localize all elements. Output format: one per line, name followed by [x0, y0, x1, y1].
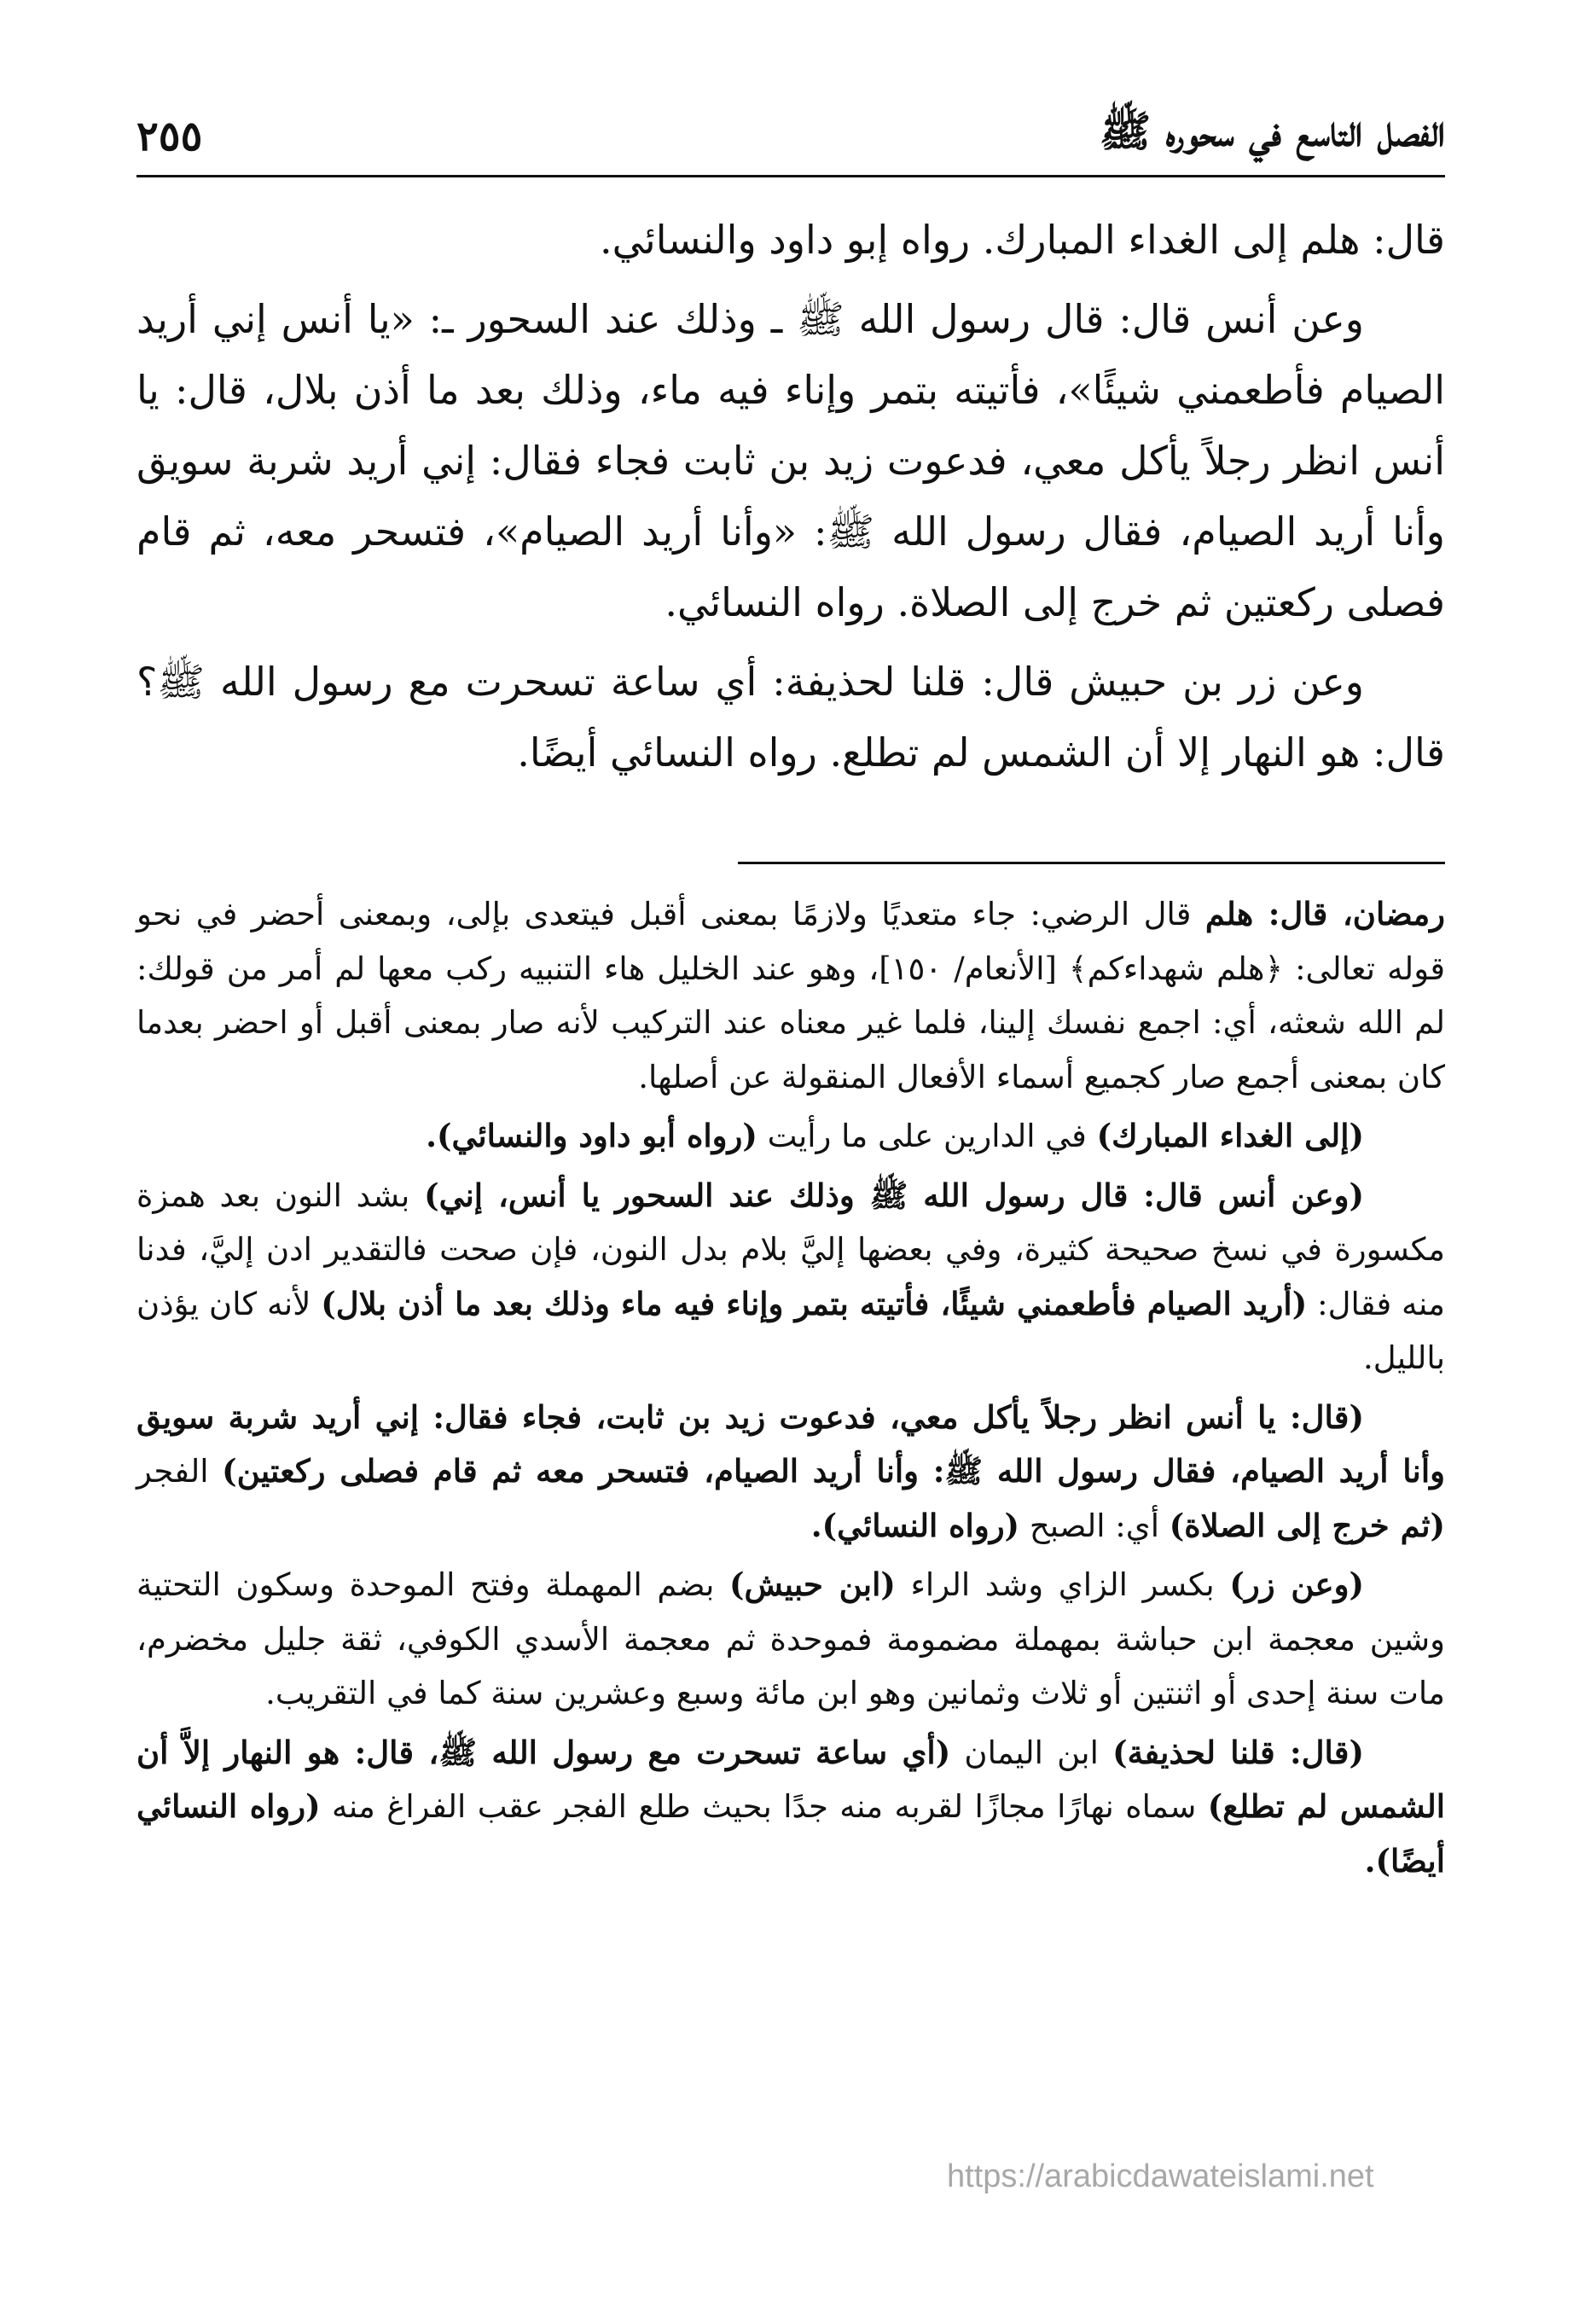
- note-4-text-2: أي: الصبح: [1019, 1507, 1170, 1544]
- note-5-text-2: بضم المهملة وفتح الموحدة وسكون التحتية وشين معجمة ابن حباشة بمهملة مضمومة فموحدة ثم معجمة الأسدي الكوفي، ثقة جليل مخضرم، مات سنة إحدى أو اثنتين أو ثلاث وثمانين وهو ابن مائة وسبع وعشرين سنة كما في التقريب.: [136, 1566, 1445, 1711]
- note-4-lemma-3: (رواه النسائي).: [810, 1506, 1020, 1544]
- note-3-lemma: (وعن أنس قال: قال رسول الله ﷺ وذلك عند السحور يا أنس، إني): [424, 1176, 1364, 1214]
- note-6-lemma-2: (أي ساعة تسحرت مع رسول الله ﷺ، قال: هو النهار إلاَّ أن الشمس لم تطلع): [136, 1733, 1445, 1825]
- footnote-divider: [738, 862, 1445, 864]
- note-5-lemma-2: (ابن حبيش): [729, 1566, 896, 1603]
- main-paragraph-1: قال: هلم إلى الغداء المبارك. رواه إبو داود والنسائي.: [599, 217, 1445, 263]
- chapter-title: الفصل التاسع في سحوره ﷺ: [1099, 106, 1445, 156]
- note-3-text-2: لأنه كان يؤذن بالليل.: [136, 1285, 1445, 1376]
- note-6-lemma-3: (رواه النسائي أيضًا).: [136, 1787, 1445, 1880]
- note-6-text: ابن اليمان: [950, 1734, 1113, 1771]
- header-divider: [136, 175, 1445, 177]
- main-paragraph-2: وعن أنس قال: قال رسول الله ﷺ ـ وذلك عند السحور ـ: «يا أنس إني أريد الصيام فأطعمني شيئًا»، فأتيته بتمر وإناء فيه ماء، وذلك بعد ما أذن بلال، قال: يا أنس انظر رجلاً يأكل معي، فدعوت زيد بن ثابت فجاء فقال: إني أريد شربة سويق وأنا أريد الصيام، فقال رسول الله ﷺ: «وأنا أريد الصيام»، فتسحر معه، ثم قام فصلى ركعتين ثم خرج إلى الصلاة. رواه النسائي.: [136, 296, 1445, 625]
- note-4-lemma: (قال: يا أنس انظر رجلاً يأكل معي، فدعوت زيد بن ثابت، فجاء فقال: إني أريد شربة سويق وأنا أريد الصيام، فقال رسول الله ﷺ: وأنا أريد الصيام، فتسحر معه ثم قام فصلى ركعتين): [136, 1397, 1445, 1490]
- note-3: [136, 1169, 1445, 1386]
- note-1: [136, 887, 1445, 1104]
- note-6-lemma: (قال: قلنا لحذيفة): [1112, 1733, 1364, 1771]
- page-header: [136, 102, 1445, 171]
- note-5: [136, 1558, 1445, 1721]
- page-number: ٢٥٥: [136, 113, 203, 160]
- note-6: [136, 1726, 1445, 1889]
- note-4-text: الفجر: [136, 1453, 223, 1490]
- note-4: [136, 1391, 1445, 1554]
- note-1-lemma: رمضان، قال: هلم: [1204, 895, 1446, 933]
- note-6-text-2: سماه نهارًا مجازًا لقربه منه جدًا بحيث طلع الفجر عقب الفراغ منه: [320, 1788, 1208, 1825]
- note-5-text: بكسر الزاي وشد الراء: [895, 1566, 1230, 1603]
- note-1-text: قال الرضي: جاء متعديًا ولازمًا بمعنى أقبل فيتعدى بإلى، وبمعنى أحضر في نحو قوله تعالى: ﴿هلم شهداءكم﴾ [الأنعام/ ١٥٠]، وهو عند الخليل هاء التنبيه ركب معها لم أمر من قولك: لم الله شعثه، أي: اجمع نفسك إلينا، فلما غير معناه عند التركيب لأنه صار بمعنى أقبل أو احضر بعدما كان بمعنى أجمع صار كجميع أسماء الأفعال المنقولة عن أصلها.: [136, 896, 1446, 1095]
- note-2-lemma: (إلى الغداء المبارك): [1096, 1117, 1364, 1154]
- note-2: [136, 1109, 1445, 1164]
- commentary-notes: [136, 887, 1445, 1893]
- note-3-lemma-2: (أريد الصيام فأطعمني شيئًا، فأتيته بتمر وإناء فيه ماء وذلك بعد ما أذن بلال): [321, 1284, 1308, 1322]
- watermark-url: https://arabicdawateislami.net: [947, 2158, 1374, 2194]
- main-text: [136, 205, 1445, 797]
- note-2-text: في الدارين على ما رأيت: [757, 1118, 1097, 1154]
- note-5-lemma: (وعن زر): [1229, 1566, 1364, 1603]
- main-paragraph-3: وعن زر بن حبيش قال: قلنا لحذيفة: أي ساعة تسحرت مع رسول الله ﷺ؟ قال: هو النهار إلا أن الشمس لم تطلع. رواه النسائي أيضًا.: [136, 659, 1445, 776]
- note-4-lemma-2: (ثم خرج إلى الصلاة): [1169, 1506, 1445, 1544]
- note-2-lemma-2: (رواه أبو داود والنسائي).: [426, 1117, 757, 1154]
- note-3-text: بشد النون بعد همزة مكسورة في نسخ صحيحة كثيرة، وفي بعضها إليَّ بلام بدل النون، فإن صحت فالتقدير ادن إليَّ، فدنا منه فقال:: [136, 1177, 1445, 1322]
